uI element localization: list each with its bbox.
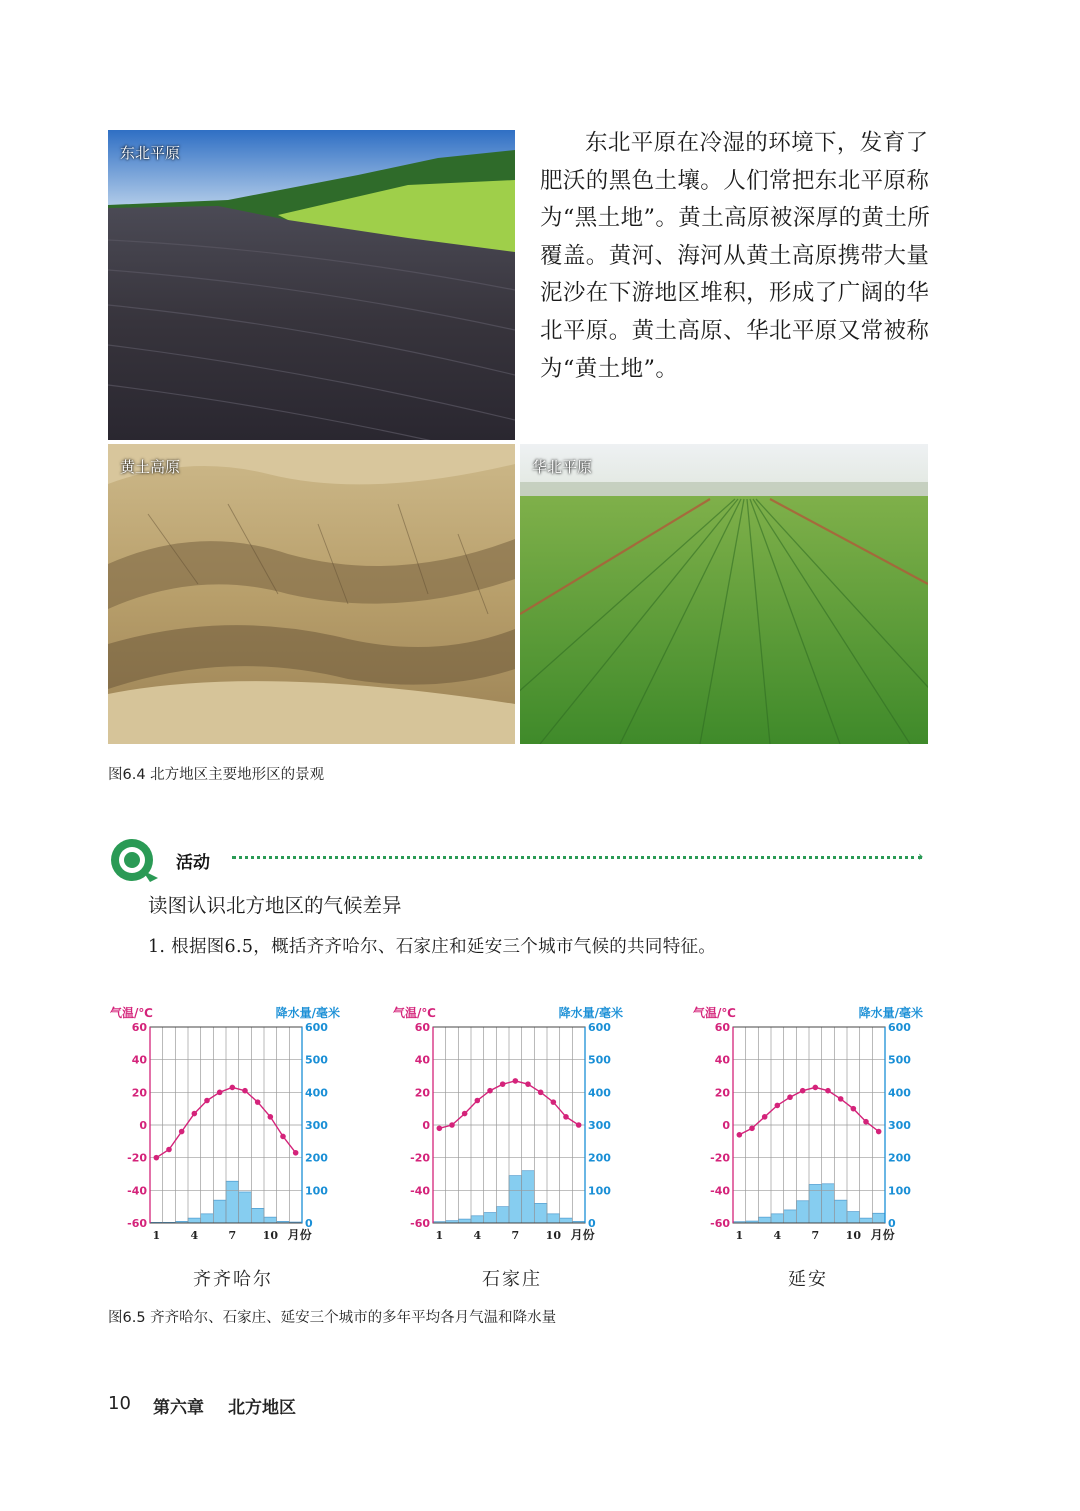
temperature-point (449, 1122, 455, 1128)
page-number: 10 (108, 1393, 131, 1414)
temperature-point (230, 1085, 236, 1091)
precip-bar (771, 1214, 784, 1223)
temperature-point (563, 1114, 569, 1120)
figure-6-4-caption: 图6.4 北方地区主要地形区的景观 (108, 767, 325, 783)
temperature-point (487, 1088, 493, 1094)
temp-tick-label: 60 (414, 1021, 430, 1034)
temperature-point (876, 1129, 882, 1135)
precip-bar (201, 1214, 214, 1223)
precip-tick-label: 200 (305, 1151, 328, 1165)
precip-bar (796, 1201, 809, 1223)
photo-label-north-china: 华北平原 (532, 458, 593, 476)
temp-tick-label: 40 (131, 1053, 147, 1067)
temperature-point (513, 1078, 519, 1084)
month-tick-label: 1 (735, 1229, 744, 1242)
temperature-point (268, 1114, 274, 1120)
temperature-point (242, 1088, 248, 1094)
precip-tick-label: 500 (305, 1053, 328, 1067)
precip-bar (547, 1214, 560, 1223)
temperature-point (500, 1081, 506, 1087)
precip-bar (784, 1210, 797, 1223)
month-tick-label: 10 (845, 1229, 861, 1242)
precip-bar (213, 1200, 226, 1223)
precip-bar (226, 1181, 239, 1223)
activity-subtitle: 读图认识北方地区的气候差异 (148, 894, 402, 917)
month-tick-label: 7 (811, 1229, 820, 1242)
month-tick-label: 7 (228, 1229, 237, 1242)
precip-bar (522, 1171, 535, 1223)
month-tick-label: 10 (262, 1229, 278, 1242)
month-tick-label: 1 (152, 1229, 161, 1242)
month-tick-label: 4 (473, 1229, 482, 1242)
divider-arrow-icon: › (918, 849, 924, 865)
temp-tick-label: -60 (410, 1217, 430, 1230)
temperature-point (825, 1088, 831, 1094)
activity-icon (108, 834, 160, 886)
climate-chart-yanan (693, 1003, 923, 1303)
temperature-point (280, 1134, 286, 1140)
precip-bar (560, 1218, 573, 1223)
precip-bar (471, 1216, 484, 1223)
temperature-point (154, 1155, 160, 1161)
temperature-point (762, 1114, 768, 1120)
temperature-point (475, 1098, 481, 1104)
precip-tick-label: 0 (588, 1217, 596, 1230)
temperature-point (462, 1111, 468, 1117)
temperature-point (800, 1088, 806, 1094)
temperature-point (293, 1150, 299, 1156)
precip-bar (509, 1176, 522, 1223)
temp-axis-title: 气温/℃ (693, 1006, 736, 1020)
precip-tick-label: 100 (588, 1184, 611, 1198)
photo-north-china-plain (520, 444, 928, 744)
precip-tick-label: 600 (305, 1021, 328, 1034)
photo-label-loess: 黄土高原 (120, 458, 181, 476)
temperature-point (851, 1106, 857, 1112)
precip-bar (758, 1217, 771, 1223)
precip-tick-label: 400 (305, 1086, 328, 1100)
month-unit-label: 月份 (287, 1228, 312, 1242)
temperature-point (863, 1119, 869, 1125)
temp-tick-label: -40 (127, 1184, 147, 1198)
temp-tick-label: 0 (722, 1119, 730, 1132)
temp-tick-label: -20 (710, 1151, 730, 1165)
precip-tick-label: 300 (305, 1119, 328, 1132)
photo-loess-plateau (108, 444, 515, 744)
precip-bar (188, 1218, 201, 1223)
precip-bar (822, 1184, 835, 1223)
climate-chart-shijiazhuang (393, 1003, 623, 1303)
precip-bar (834, 1200, 847, 1223)
body-paragraph: 东北平原在冷湿的环境下，发育了肥沃的黑色土壤。人们常把东北平原称为“黑土地”。黄土高原被深厚的黄土所覆盖。黄河、海河从黄土高原携带大量泥沙在下游地区堆积，形成了广阔的华北平原。黄土高原、华北平原又常被称为“黄土地”。 (540, 130, 931, 382)
precip-bar (264, 1217, 277, 1223)
month-tick-label: 4 (773, 1229, 782, 1242)
precip-axis-title: 降水量/毫米 (558, 1006, 623, 1020)
precip-tick-label: 500 (888, 1053, 911, 1067)
precip-tick-label: 300 (588, 1119, 611, 1132)
figure-6-5-caption: 图6.5 齐齐哈尔、石家庄、延安三个城市的多年平均各月气温和降水量 (108, 1310, 557, 1326)
month-unit-label: 月份 (870, 1228, 895, 1242)
temperature-point (192, 1111, 198, 1117)
temp-tick-label: 20 (714, 1086, 730, 1100)
temp-tick-label: -60 (710, 1217, 730, 1230)
precip-axis-title: 降水量/毫米 (858, 1006, 923, 1020)
temperature-point (538, 1090, 544, 1096)
precip-bar (458, 1219, 471, 1223)
temp-tick-label: 60 (714, 1021, 730, 1034)
temperature-point (813, 1085, 819, 1091)
precip-tick-label: 300 (888, 1119, 911, 1132)
precip-tick-label: 0 (888, 1217, 896, 1230)
climate-chart-qiqihar (110, 1003, 340, 1303)
precip-tick-label: 100 (888, 1184, 911, 1198)
temp-tick-label: -40 (410, 1184, 430, 1198)
precip-tick-label: 0 (305, 1217, 313, 1230)
activity-question: 1. 根据图6.5，概括齐齐哈尔、石家庄和延安三个城市气候的共同特征。 (148, 937, 717, 957)
temperature-point (255, 1099, 261, 1105)
temperature-point (166, 1147, 172, 1153)
photo-label-northeast: 东北平原 (120, 144, 181, 162)
month-tick-label: 1 (435, 1229, 444, 1242)
city-name-shijiazhuang: 石家庄 (482, 1269, 542, 1290)
precip-tick-label: 400 (888, 1086, 911, 1100)
precip-bar (534, 1203, 547, 1223)
month-tick-label: 10 (545, 1229, 561, 1242)
precip-bar (847, 1212, 860, 1223)
temp-tick-label: 40 (414, 1053, 430, 1067)
city-name-yanan: 延安 (788, 1269, 828, 1290)
footer-chapter: 第六章 (153, 1398, 204, 1418)
precip-bar (239, 1192, 252, 1223)
precip-axis-title: 降水量/毫米 (275, 1006, 340, 1020)
temp-tick-label: -20 (410, 1151, 430, 1165)
temperature-point (179, 1129, 185, 1135)
month-tick-label: 4 (190, 1229, 199, 1242)
temperature-point (525, 1081, 531, 1087)
temperature-point (551, 1099, 557, 1105)
activity-title: 活动 (176, 853, 210, 873)
city-name-qiqihar: 齐齐哈尔 (193, 1269, 273, 1290)
temp-tick-label: 20 (131, 1086, 147, 1100)
temp-tick-label: 0 (422, 1119, 430, 1132)
temp-tick-label: -20 (127, 1151, 147, 1165)
temperature-point (437, 1125, 443, 1131)
temperature-point (775, 1103, 781, 1109)
precip-tick-label: 500 (588, 1053, 611, 1067)
precip-bar (860, 1218, 873, 1223)
precip-bar (251, 1208, 264, 1223)
precip-tick-label: 200 (888, 1151, 911, 1165)
temperature-point (217, 1090, 223, 1096)
temp-tick-label: 60 (131, 1021, 147, 1034)
temp-axis-title: 气温/℃ (393, 1006, 436, 1020)
temperature-point (204, 1098, 210, 1104)
temp-tick-label: -60 (127, 1217, 147, 1230)
photo-northeast-plain (108, 130, 515, 440)
temperature-point (576, 1122, 582, 1128)
month-unit-label: 月份 (570, 1228, 595, 1242)
precip-tick-label: 400 (588, 1086, 611, 1100)
temperature-point (838, 1096, 844, 1102)
precip-tick-label: 600 (888, 1021, 911, 1034)
activity-divider (232, 856, 922, 859)
temp-tick-label: 20 (414, 1086, 430, 1100)
temp-tick-label: 0 (139, 1119, 147, 1132)
temperature-point (787, 1094, 793, 1100)
temp-tick-label: -40 (710, 1184, 730, 1198)
precip-bar (484, 1213, 497, 1223)
precip-bar (872, 1213, 885, 1223)
temperature-point (749, 1125, 755, 1131)
temp-tick-label: 40 (714, 1053, 730, 1067)
precip-tick-label: 600 (588, 1021, 611, 1034)
precip-tick-label: 100 (305, 1184, 328, 1198)
month-tick-label: 7 (511, 1229, 520, 1242)
temperature-point (737, 1132, 743, 1138)
footer-section: 北方地区 (228, 1398, 296, 1418)
temp-axis-title: 气温/℃ (110, 1006, 153, 1020)
precip-bar (496, 1207, 509, 1223)
precip-tick-label: 200 (588, 1151, 611, 1165)
